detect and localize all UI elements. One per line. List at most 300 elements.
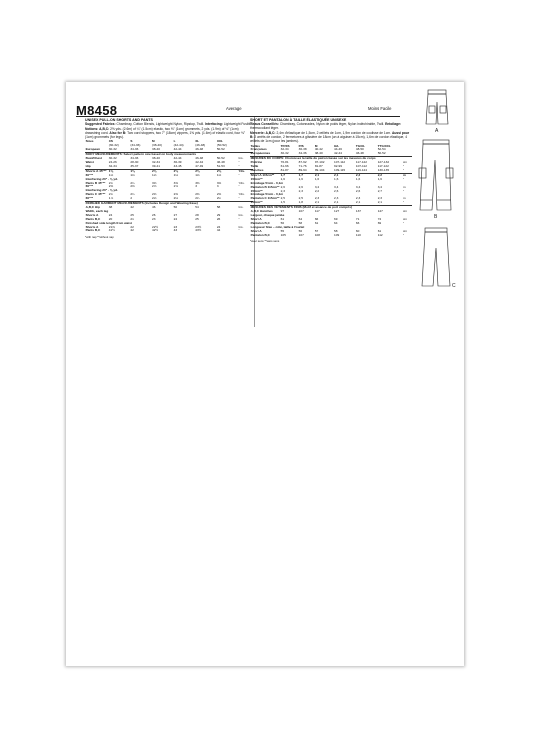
value-cell: 39-41 [152,163,160,168]
row-label: Hip [85,163,91,168]
row-label: Tailles [250,143,260,148]
value-cell: 2,3 [377,196,383,201]
unit-cell: Yds. [238,169,253,173]
measure-table-fr [250,145,412,238]
value-cell: 32-34 [152,160,160,164]
value-cell: 2⅝ [173,184,178,189]
row-label: Pantalon B,C [250,220,270,225]
size-cell: (38-40) [152,143,162,148]
size-cell: 32-34 [280,147,289,152]
row-label: 60"** [85,172,93,177]
value-cell: 44 [216,228,221,233]
row-label: Interfacing 20" - ⅛ yd. [85,188,118,193]
value-cell: 119-124 [355,168,367,172]
unit-cell: Ins. [238,156,244,161]
value-cell: 2,3 [314,196,320,201]
value-cell: 42-44 [173,156,182,161]
value-cell: 81-87 [280,168,289,172]
value-cell: 58 [216,204,221,209]
fabrics-en: Suggested Fabrics: Chambray, Cotton Blends, Lightweight Nylon, Ripstop, Twill. Interfacing: Lightweight Fusible. [85,122,253,127]
value-cell: 2⅜ [130,184,135,189]
unit-cell: cm [403,216,408,221]
value-cell: 2,6 [280,184,285,189]
value-cell: 2,2 [355,173,377,177]
value-cell: 42 [130,228,134,233]
row-label: Entoilage 51cm - 0,1m [250,192,284,197]
value-cell: 2⅛ [151,169,173,173]
row-label: Waist [85,160,94,164]
value-cell: 58 [298,220,303,225]
value-cell: 42 [130,204,134,209]
value-cell: 24 [216,224,221,229]
value-cell: 74 [377,216,382,221]
size-cell: (30-32) [108,143,119,148]
value-cell: 22 [130,224,134,229]
value-cell: 69 [334,216,338,221]
row-label: 60"** [85,184,93,189]
value-cell: 47-49 [195,163,204,168]
value-cell: 2,3 [298,188,303,193]
value-cell: 1⅛ [152,172,157,177]
value-cell: 61 [280,216,285,221]
size-cell: L [173,139,176,144]
label-c: C [452,283,456,288]
value-cell: 2⅜ [216,169,238,173]
value-cell: 2⅜ [195,169,217,173]
value-cell: 109 [334,232,340,237]
unit-cell: " [238,228,240,233]
value-cell: 2,1 [377,200,383,205]
shorts-a-drawing [426,90,448,124]
value-cell: 58 [334,228,338,233]
size-cell: XS [108,139,113,144]
row-label: 150cm** [250,176,263,181]
row-label: Pants B,C [85,216,101,221]
value-cell: 1⅛ [216,172,222,177]
size-cell: 42-44 [334,151,342,156]
section-title-cell: BODY MEASUREMENTS: Select pattern size based on body measurements [85,153,253,157]
size-cell: M [152,139,155,144]
size-cell: 38-40 [152,147,160,152]
size-cell: TTG/XXL [377,143,391,148]
size-cell: TP/XS [280,143,290,148]
unit-cell: " [403,200,405,205]
value-cell: 127 [334,209,340,214]
value-cell: 1,7 [280,173,298,177]
value-cell: 112 [377,232,383,237]
value-cell: 42½ [152,228,159,233]
unit-cell: " [238,184,240,189]
value-cell: 26 [152,212,156,217]
row-label: 60"** [85,196,93,201]
value-cell: 28-30 [130,160,139,164]
value-cell: 2,6 [334,188,339,193]
unit-cell: Yds. [238,192,245,197]
garment-illustrations [410,88,466,288]
value-cell: 2,6 [355,188,361,193]
size-cell: 52-54 [377,147,386,152]
title-en: UNISEX PULL-ON SHORTS AND PANTS [85,118,153,122]
row-label: Width, each leg [85,208,109,213]
value-cell: 2,2 [377,173,402,177]
value-cell: 2 [130,196,133,201]
value-cell: 110 [355,232,361,237]
value-cell: 1,6 [298,176,303,181]
value-cell: 2¾ [108,180,114,185]
size-cell: (42-44) [173,143,184,148]
row-label: Pantalon B,C [250,232,270,237]
unit-cell: m [403,184,406,189]
value-cell: 107-112 [334,160,346,165]
value-cell: 2,1 [355,200,361,205]
row-label: Taille [250,164,259,169]
value-cell: 50 [173,204,178,209]
unit-cell: " [403,188,405,193]
value-cell: 46-48 [195,156,204,161]
row-label: Pants C 45"** [85,192,106,197]
value-cell: 36-39 [173,160,182,164]
fabrics-fr: Tissus Conseillés: Chambray, Cotonnades, Nylon de poids léger, Nylon indéchirable, Twill. Entoilage: thermocollant léger. [250,122,402,131]
row-label: 150cm** [250,200,263,205]
notions-en: Notions: A,B,C: 2⅝ yds. (2.6m) of ¼" (1.5cm) elastic, two ⅜" (1cm) grommets, 2 yds. (1.9m) of ⅛" (1cm) drawstring cord. Also for B: Two cord stoppers, two 7" (18cm) zippers, 1⅝ yds. (1.6m) of elastic cord, four ⅜" (1cm) grommets (for legs). [85,127,246,140]
unit-cell: cm [403,228,408,233]
value-cell: 2⅜ [152,192,157,197]
unit-cell: Ins. [238,224,244,229]
value-cell: 41½ [108,228,115,233]
value-cell: 2,1 [333,173,355,177]
section-title-cell: MESURES DES VÊTEMENTS FINIS (Motif et aisance de port compris) [250,206,412,210]
value-cell: 1,7 [298,173,314,177]
section-title-cell: FINISHED GARMENT MEASUREMENTS (Includes Design and Wearing Ease) [85,202,253,206]
value-cell: 24 [173,216,178,221]
size-cell: P/S [298,143,304,148]
row-label: Short A [250,216,262,221]
value-cell: 20 [108,216,113,221]
value-cell: 117 [314,209,320,214]
unit-cell: " [403,232,405,237]
value-cell: 2⅛ [152,196,157,201]
size-cell: M [314,143,318,148]
value-cell: 137 [355,209,362,214]
value-cell: 107 [298,232,304,237]
row-label: Pantalon B 115cm** [250,184,280,189]
size-cell: 46-48 [355,151,364,156]
value-cell: 42-44 [195,160,204,164]
size-cell: G/L [334,143,340,148]
size-cell: XXL [216,139,223,144]
value-cell: 109-115 [334,168,346,172]
value-cell: 43-45 [173,163,182,168]
value-cell: 2⅝ [152,184,157,189]
value-cell: 76-81 [280,160,289,165]
row-label: Européennes [250,151,271,156]
value-cell: 87-92 [298,160,307,165]
size-cell: 50-52 [216,147,225,152]
value-cell: 29 [216,212,221,217]
value-cell: 21 [130,216,134,221]
value-cell: 2,3 [334,196,339,201]
footnote-fr: *avec sens **sans sens [250,239,280,244]
size-cell: 46-48 [195,147,204,152]
value-cell: 61 [377,228,382,233]
unit-cell: " [238,160,240,164]
measure-table-en [85,140,253,233]
value-cell: 1⅛ [173,172,178,177]
value-cell: 2,3 [280,188,285,193]
value-cell: 2,3 [355,196,361,201]
value-cell: 64 [334,220,338,225]
value-cell: 2⅜ [195,192,200,197]
value-cell: 127-132 [377,160,390,165]
value-cell: 38-40 [152,156,160,161]
size-cell: TG/XL [355,143,365,148]
value-cell: 43 [173,228,178,233]
value-cell: 23 [152,216,156,221]
row-label: Poitrine [250,160,263,165]
unit-cell: " [403,220,405,225]
value-cell: 2,1 [314,200,320,205]
unit-cell: " [238,172,240,177]
unit-cell: m [403,196,406,201]
value-cell: 1⅜ [130,169,152,173]
unit-cell: " [238,216,240,221]
row-label: Bust/Chest [85,156,102,161]
size-cell: 36-38 [298,147,307,152]
size-cell: (50-52) [216,143,227,148]
pants-c-drawing [422,228,450,286]
value-cell: 46-48 [216,160,225,164]
value-cell: 69 [377,220,382,225]
size-label-en: Average [226,106,242,111]
row-label: A,B,C Hip [85,204,100,209]
value-cell: 2,1 [334,200,339,205]
size-cell: 34-36 [130,147,139,152]
value-cell: 51-53 [216,163,225,168]
value-cell: 24 [108,212,113,217]
row-label: Shorts A [85,224,99,229]
unit-cell: " [403,176,405,181]
value-cell: 1⅜ [108,169,130,173]
value-cell: 3,4 [334,184,339,189]
value-cell: 43½ [195,228,202,233]
value-cell: 2⅛ [173,196,178,201]
value-cell: 97 [280,209,285,214]
unit-cell: cm [403,160,408,165]
value-cell: 21⅜ [108,224,115,229]
value-cell: 108 [314,232,320,237]
value-cell: 23½ [195,224,202,229]
value-cell: 2,5 [280,196,285,201]
size-cell: 42-44 [173,147,182,152]
value-cell: 89-94 [298,168,307,172]
french-column [250,117,412,244]
value-cell: 1,5 [280,200,285,205]
unit-cell: " [403,168,405,172]
unit-cell: m [402,173,412,177]
value-cell: 1,8 [298,200,303,205]
footnote-en: *with nap **without nap [85,235,114,240]
value-cell: 97-102 [314,160,325,165]
row-label: Entoilage 51cm - 0,1m [250,180,284,185]
value-cell: 24-26 [108,160,117,164]
value-cell: 25 [130,212,134,217]
finished-row [85,229,253,233]
value-cell: 107 [298,209,304,214]
value-cell: 99-104 [314,168,325,172]
unit-cell: Ins. [238,212,244,217]
value-cell: 2¾ [108,192,114,197]
row-label: Sizes [85,139,94,144]
value-cell: 1⅛ [195,172,200,177]
row-label: Shorts A 45"** [85,168,107,173]
value-cell: 54 [195,204,199,209]
unit-cell: " [238,163,240,168]
value-cell: 50-52 [216,156,225,161]
value-cell: 38 [108,204,113,209]
value-cell: 3 [195,184,197,189]
value-cell: 81-87 [314,164,323,169]
row-label: A,B,C Hanches [250,209,273,214]
value-cell: 27 [173,212,178,217]
row-label: Pantalon C 115cm** [250,196,280,201]
value-cell: 66 [314,216,319,221]
value-cell: 64 [298,216,303,221]
row-label: Interfacing 20" - ⅛ yd. [85,176,118,181]
value-cell: 1,6 [377,176,383,181]
value-cell: 92-99 [334,164,342,169]
value-cell: 117-122 [355,160,367,165]
value-cell: 147 [377,209,383,214]
row-label: Longueur finie – côté, taille à l'ourlet [250,224,305,229]
size-label-fr: Moins Facile [368,106,392,111]
title-fr: SHORT ET PANTALON À TAILLE ÉLASTIQUÉE UNISEXE [250,118,347,122]
value-cell: 3 [216,184,219,189]
value-cell: 130-135 [377,168,390,172]
value-cell: 3,4 [314,184,320,189]
size-cell: XL [195,139,200,144]
value-cell: 2,7 [377,188,383,193]
row-label: Short A [250,228,262,233]
value-cell: 26 [216,216,221,221]
value-cell: 1⅛ [108,172,114,177]
value-cell: 1⅛ [130,172,135,177]
row-label: 150cm** [250,188,263,193]
value-cell: 2⅜ [173,192,178,197]
size-cell: (34-36) [130,143,141,148]
value-cell: 3⅜ [195,180,200,185]
value-cell: 28 [195,212,199,217]
size-cell: S [130,139,133,144]
value-cell: 1,6 [280,176,285,181]
value-cell: 32-34 [108,163,117,168]
value-cell: 35-37 [130,163,139,168]
size-cell: 34-36 [298,151,307,156]
value-cell: 117-122 [377,164,389,169]
value-cell: 2¼ [216,196,222,201]
value-cell: 1,6 [355,176,361,181]
value-cell: 1,6 [314,176,320,181]
row-label: Shorts A [85,212,99,217]
value-cell: 3⅜ [173,180,178,185]
size-cell: 44-46 [334,147,342,152]
row-label: Pants B,C [85,228,101,233]
size-cell: 30-32 [108,147,117,152]
row-label: European [85,147,100,152]
label-b: B [434,214,438,220]
label-a: A [435,128,439,134]
row-label: Françaises [250,147,267,152]
value-cell: 34-36 [130,156,139,161]
value-cell: 30-32 [108,156,117,161]
value-cell: 56 [298,228,303,233]
value-cell: 3⅜ [152,180,157,185]
value-cell: 1⅞ [108,196,114,201]
row-label: Short A 115cm** [250,173,280,177]
value-cell: 2,6 [298,184,303,189]
value-cell: 3,4 [355,184,361,189]
size-cell: 50-52 [377,151,386,156]
value-cell: 2,1 [314,173,333,177]
value-cell: 56 [280,220,285,225]
value-cell: 61-66 [280,164,289,169]
value-cell: 2,5 [298,196,303,201]
value-cell: 2⅜ [108,184,114,189]
value-cell: 61 [314,220,319,225]
value-cell: 1,6 [334,176,339,181]
value-cell: 3⅜ [216,180,222,185]
value-cell: 2¼ [195,196,200,201]
value-cell: 23 [173,224,178,229]
unit-cell: Ins. [238,204,244,209]
unit-cell: " [403,164,405,169]
value-cell: 71 [355,216,360,221]
value-cell: 66 [355,220,360,225]
finished-row [250,234,412,238]
value-cell: 55 [280,228,285,233]
row-label: Pants B 45"** [85,180,106,185]
size-cell: 38-40 [314,151,323,156]
value-cell: 2⅜ [216,192,222,197]
unit-cell: " [238,196,240,201]
value-cell: 46 [152,204,156,209]
row-label: Largeur, chaque jambe [250,212,285,217]
value-cell: 2¾ [130,180,135,185]
size-cell: (46-48) [195,143,206,148]
value-cell: 71-76 [298,164,307,169]
value-cell: 25 [195,216,199,221]
size-cell: 40-42 [314,147,323,152]
value-cell: 22½ [152,224,159,229]
unit-cell: cm [403,209,408,214]
value-cell: 2¾ [130,192,135,197]
value-cell: 3,4 [377,184,383,189]
pattern-number: M8458 [76,103,118,118]
value-cell: 57 [314,228,319,233]
value-cell: 2⅛ [173,169,195,173]
english-column [85,117,253,239]
value-cell: 2,2 [314,188,320,193]
notions-fr: Mercerie: A,B,C: 2,4m d'élastique de 1,5cm, 2 œillets de 1cm, 1,9m cordon de coulisse de 1cm. Aussi pour B: 2 arrêts de cordon, 2 fermetures à glissière de 18cm (un à aiguiser à 15cm), 1,6m de cordon élastique, 4 œillets de 1cm (pour les jambes). [250,131,410,144]
size-cell: 48-50 [355,147,364,152]
value-cell: 105 [280,232,286,237]
row-label: Finished side length from waist [85,220,132,225]
section-title-cell: MESURES DU CORPS: Choisissez la taille du patron basée sur les mesures du corps [250,157,412,161]
row-label: Hanches [250,168,264,172]
pants-b-drawing [419,140,453,210]
value-cell: 107-112 [355,164,367,169]
size-cell: 30-32 [280,151,289,156]
value-cell: 60 [355,228,360,233]
